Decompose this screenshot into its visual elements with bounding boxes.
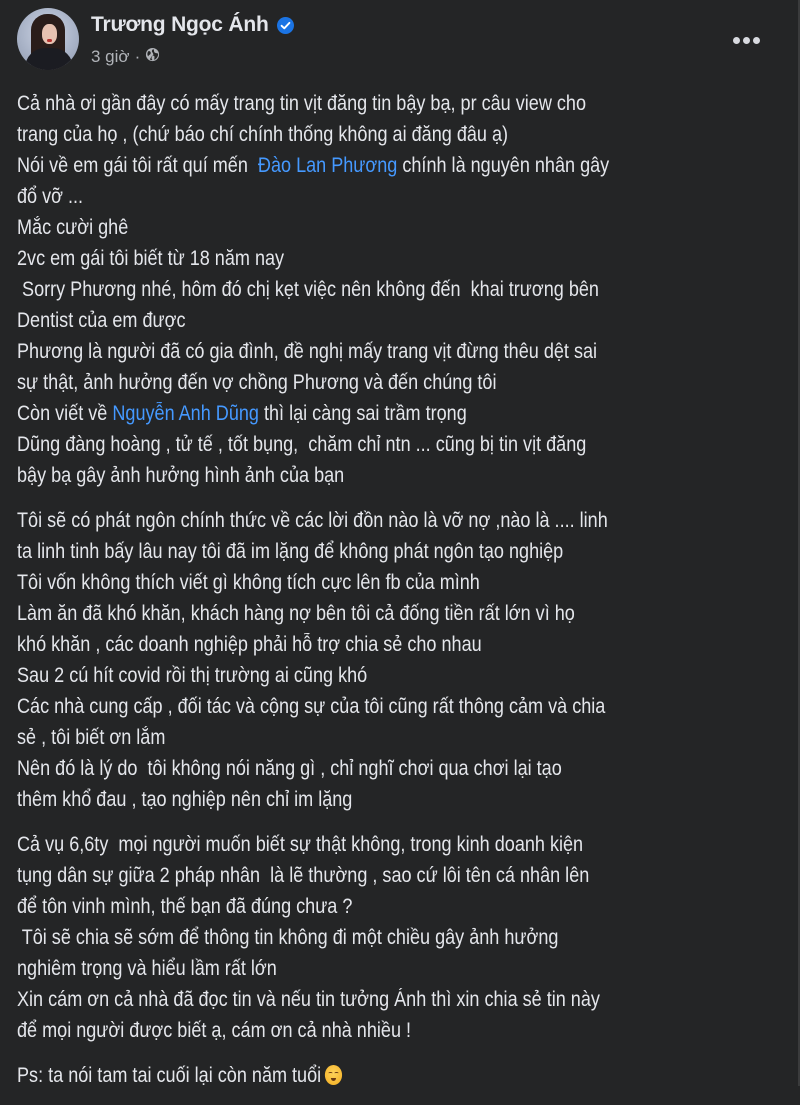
post-paragraph [17, 88, 787, 491]
text-segment: Tôi vốn không thích viết gì không tích cực lên fb của mình [17, 571, 480, 594]
text-segment: khó khăn , các doanh nghiệp phải hỗ trợ chia sẻ cho nhau [17, 633, 482, 656]
text-segment: 2vc em gái tôi biết từ 18 năm nay [17, 247, 285, 270]
text-line [17, 398, 791, 429]
text-segment: Xin cám ơn cả nhà đã đọc tin và nếu tin tưởng Ánh thì xin chia sẻ tin này [17, 988, 600, 1011]
text-line [17, 722, 791, 753]
author-name[interactable]: Trương Ngọc Ánh [91, 13, 269, 36]
text-line [17, 119, 791, 150]
text-segment: Tôi sẽ có phát ngôn chính thức về các lời đồn nào là vỡ nợ ,nào là .... linh [17, 509, 608, 532]
mention-link[interactable]: Nguyễn Anh Dũng [112, 402, 259, 425]
text-line [17, 181, 791, 212]
post-paragraph [17, 829, 787, 1046]
text-segment: Mắc cười ghê [17, 216, 129, 239]
text-line [17, 88, 791, 119]
text-line [17, 784, 791, 815]
text-line [17, 150, 791, 181]
text-line [17, 753, 791, 784]
text-line [17, 1015, 791, 1046]
text-line [17, 598, 791, 629]
text-line [17, 891, 791, 922]
text-line [17, 1060, 791, 1091]
text-segment: đổ vỡ ... [17, 185, 84, 208]
globe-icon [145, 47, 160, 67]
post-paragraph [17, 505, 787, 815]
text-segment: bậy bạ gây ảnh hưởng hình ảnh của bạn [17, 464, 345, 487]
text-line [17, 691, 791, 722]
text-segment: chính là nguyên nhân gây [397, 154, 610, 177]
text-line [17, 243, 791, 274]
text-line [17, 953, 791, 984]
avatar-body [25, 48, 73, 70]
text-segment: Dũng đàng hoàng , tử tế , tốt bụng, chăm chỉ ntn ... cũng bị tin vịt đăng [17, 433, 587, 456]
text-line [17, 660, 791, 691]
text-line [17, 336, 791, 367]
text-segment: Nói về em gái tôi rất quí mến [17, 154, 258, 177]
text-segment: Phương là người đã có gia đình, đề nghị mấy trang vịt đừng thêu dệt sai [17, 340, 598, 363]
text-segment: thêm khổ đau , tạo nghiệp nên chỉ im lặng [17, 788, 353, 811]
text-segment: Làm ăn đã khó khăn, khách hàng nợ bên tôi cả đống tiền rất lớn vì họ [17, 602, 575, 625]
text-line [17, 860, 791, 891]
text-segment: Ps: ta nói tam tai cuối lại còn năm tuổi [17, 1064, 322, 1087]
relieved-face-emoji-icon [325, 1065, 342, 1085]
text-segment: trang của họ , (chứ báo chí chính thống không ai đăng đâu ạ) [17, 123, 509, 146]
text-line [17, 829, 791, 860]
ellipsis-dot [753, 37, 760, 44]
text-line [17, 984, 791, 1015]
text-line [17, 212, 791, 243]
text-line [17, 629, 791, 660]
text-segment: Sau 2 cú hít covid rồi thị trường ai cũng khó [17, 664, 368, 687]
text-line [17, 274, 791, 305]
avatar-lips [47, 39, 52, 42]
ellipsis-dot [733, 37, 740, 44]
author-avatar[interactable] [17, 8, 79, 70]
author-row [91, 10, 294, 40]
text-line [17, 367, 791, 398]
text-line [17, 429, 791, 460]
text-line [17, 567, 791, 598]
text-segment: nghiêm trọng và hiểu lầm rất lớn [17, 957, 277, 980]
verified-badge-icon [277, 17, 294, 34]
text-segment: Tôi sẽ chia sẽ sớm để thông tin không đi một chiều gây ảnh hưởng [17, 926, 559, 949]
text-line [17, 922, 791, 953]
text-line [17, 460, 791, 491]
text-segment: Nên đó là lý do tôi không nói năng gì , chỉ nghĩ chơi qua chơi lại tạo [17, 757, 562, 780]
meta-separator: · [134, 47, 141, 66]
text-segment: Cả nhà ơi gần đây có mấy trang tin vịt đăng tin bậy bạ, pr câu view cho [17, 92, 587, 115]
text-segment: để tôn vinh mình, thế bạn đã đúng chưa ? [17, 895, 353, 918]
text-segment: tụng dân sự giữa 2 pháp nhân là lẽ thường , sao cứ lôi tên cá nhân lên [17, 864, 590, 887]
ellipsis-dot [743, 37, 750, 44]
text-segment: thì lại càng sai trầm trọng [258, 402, 467, 425]
text-segment: sự thật, ảnh hưởng đến vợ chồng Phương và đến chúng tôi [17, 371, 497, 394]
text-line [17, 505, 791, 536]
text-segment: Cả vụ 6,6ty mọi người muốn biết sự thật không, trong kinh doanh kiện [17, 833, 584, 856]
text-segment: Sorry Phương nhé, hôm đó chị kẹt việc nên không đến khai trương bên [17, 278, 599, 301]
text-segment: Còn viết về [17, 402, 113, 425]
text-segment: Các nhà cung cấp , đối tác và cộng sự của tôi cũng rất thông cảm và chia [17, 695, 606, 718]
text-segment: ta linh tinh bấy lâu nay tôi đã im lặng để không phát ngôn tạo nghiệp [17, 540, 564, 563]
post-body [17, 88, 787, 1105]
text-segment: để mọi người được biết ạ, cám ơn cả nhà nhiều ! [17, 1019, 412, 1042]
mention-link[interactable]: Đào Lan Phương [257, 154, 398, 177]
text-line [17, 536, 791, 567]
text-line [17, 305, 791, 336]
more-options-button[interactable] [728, 28, 764, 52]
post-meta [91, 46, 160, 68]
text-segment: Dentist của em được [17, 309, 186, 332]
text-segment: sẻ , tôi biết ơn lắm [17, 726, 166, 749]
post-header [0, 0, 800, 80]
post-timestamp[interactable]: 3 giờ [91, 47, 130, 66]
post-paragraph [17, 1060, 787, 1091]
